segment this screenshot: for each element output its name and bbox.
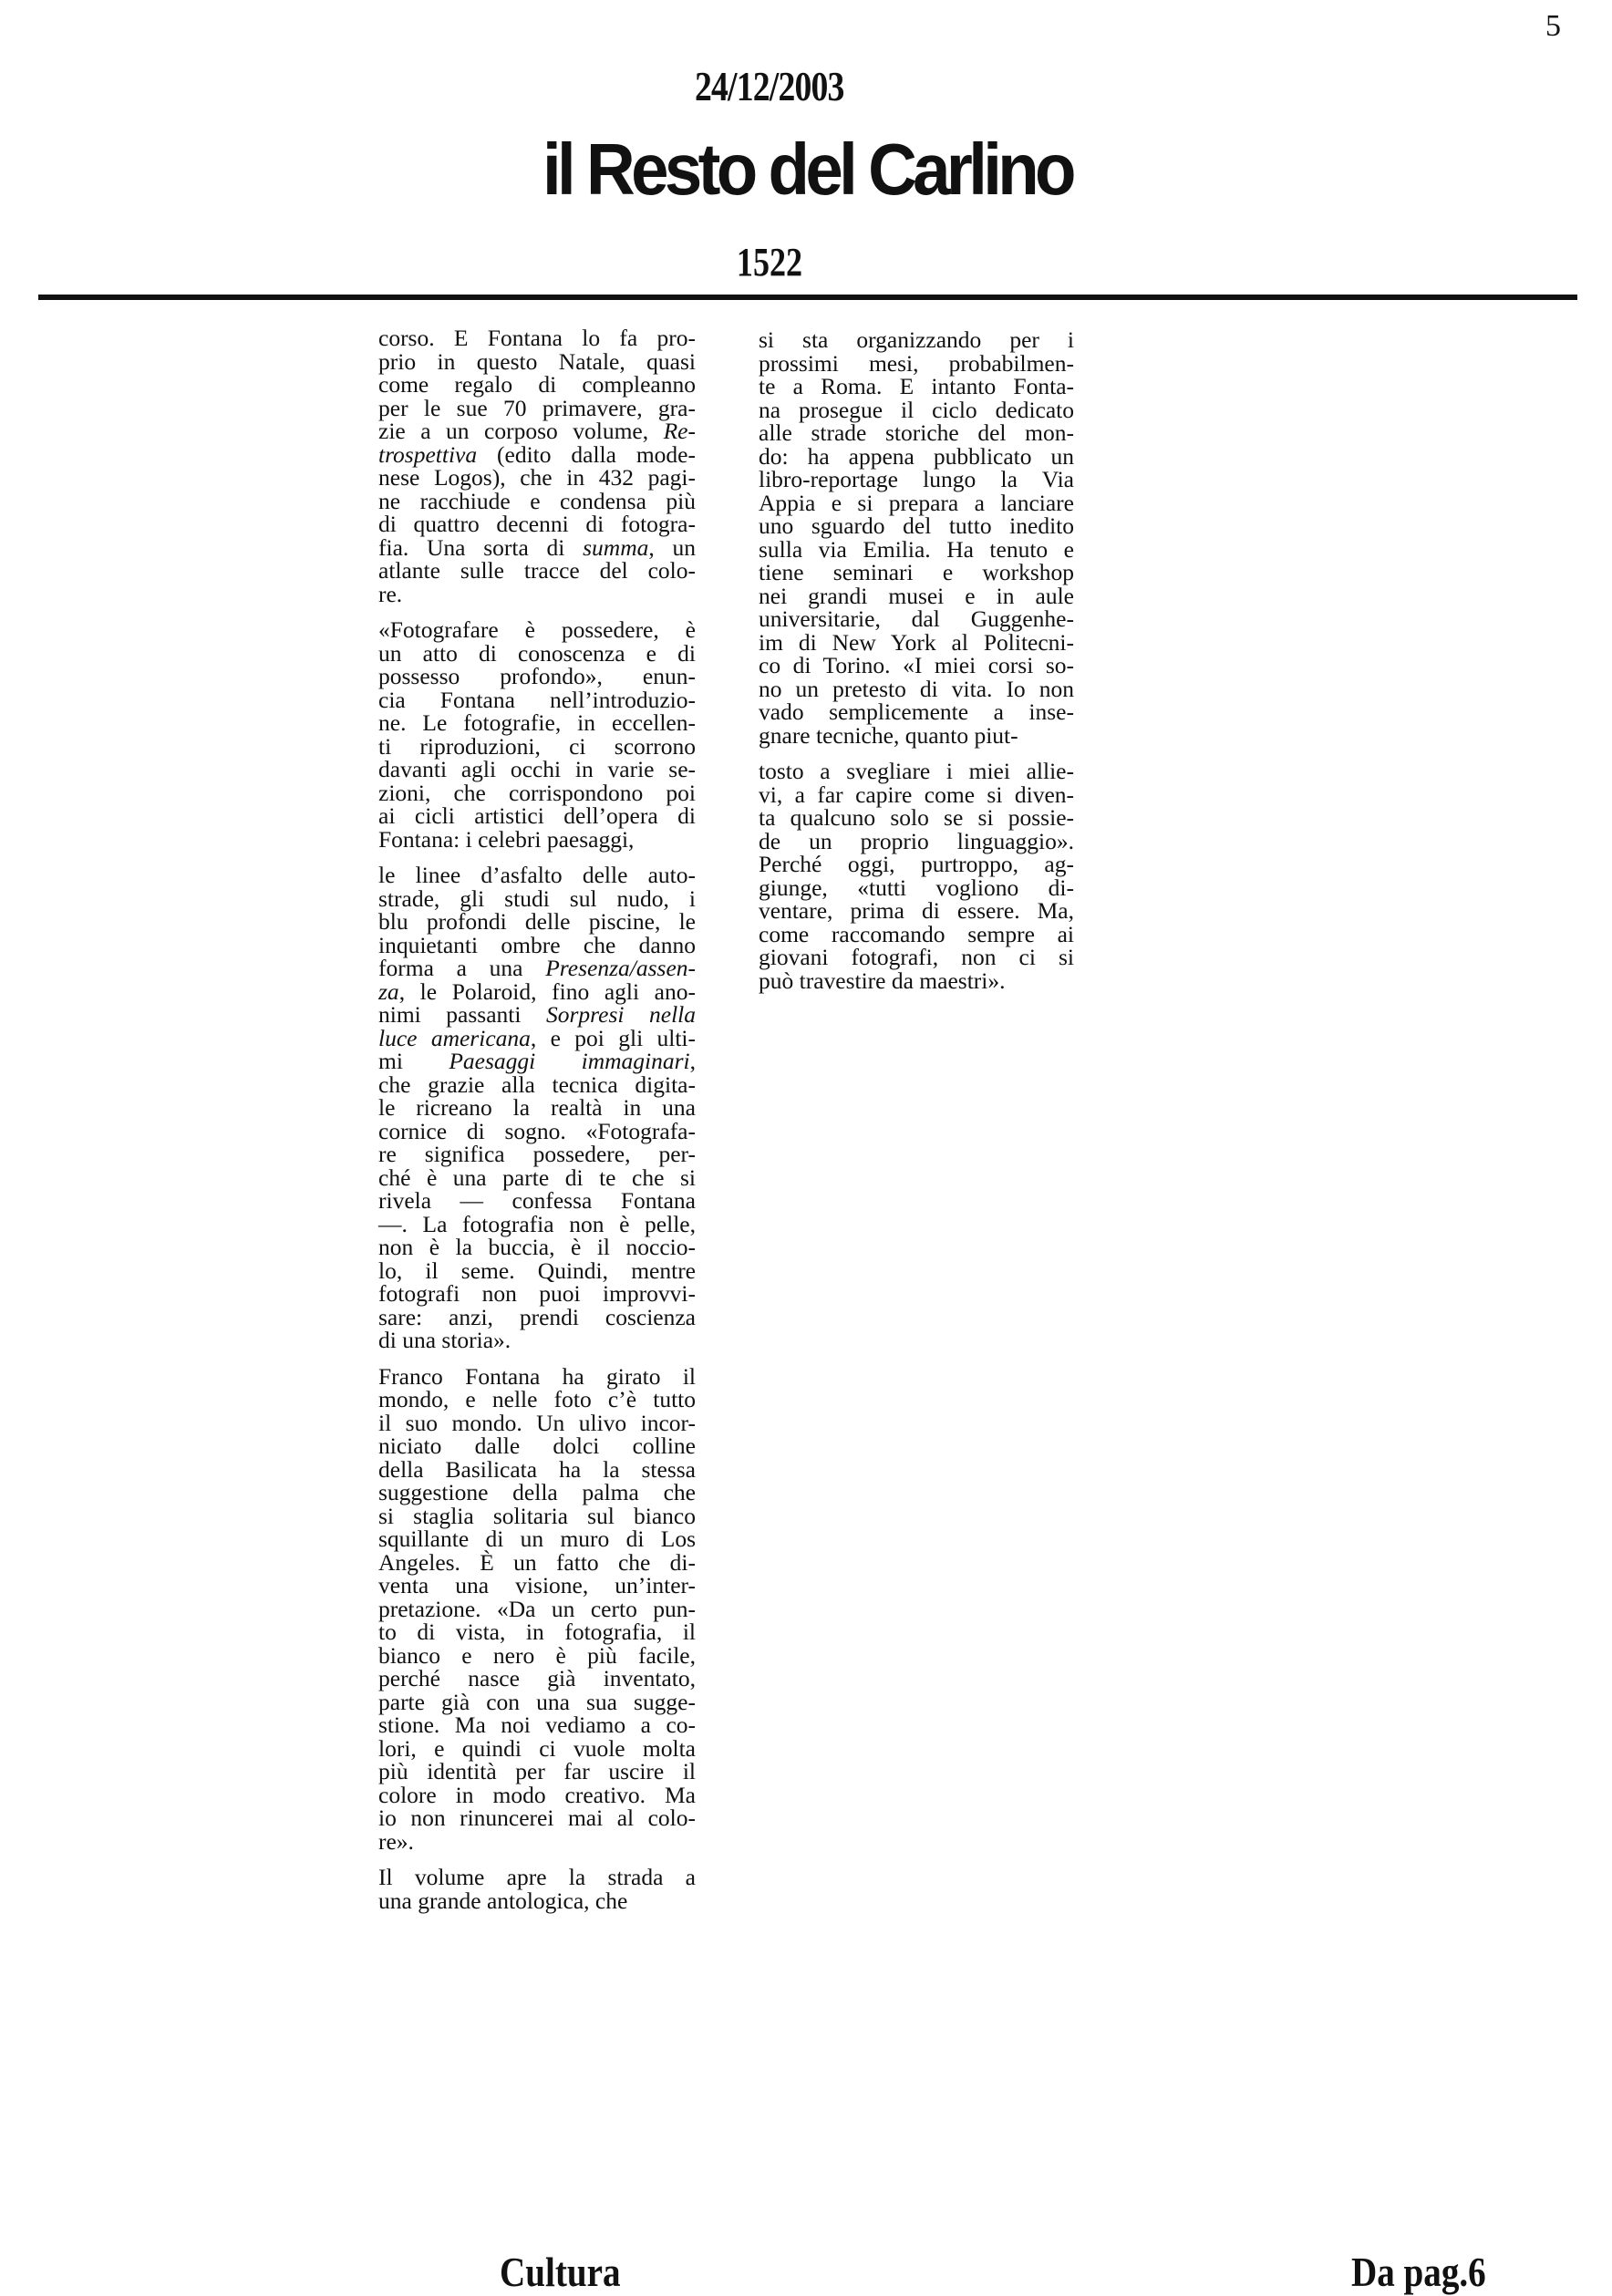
article-paragraph: [759, 760, 1074, 992]
article-line: luce americana, e poi gli ulti-: [378, 1024, 696, 1051]
article-line: Appia e si prepara a lanciare: [759, 489, 1074, 516]
article-line: forma a una Presenza/assen-: [378, 955, 696, 981]
article-line: inquietanti ombre che danno: [378, 931, 696, 958]
article-line: stione. Ma noi vediamo a co-: [378, 1712, 696, 1738]
article-line: ne racchiude e condensa più: [378, 487, 696, 514]
article-line: come raccomando sempre ai: [759, 920, 1074, 947]
article-line: ne. Le fotografie, in eccellen-: [378, 709, 696, 736]
article-line: de un proprio linguaggio».: [759, 827, 1074, 854]
article-line: za, le Polaroid, fino agli ano-: [378, 977, 696, 1005]
article-line: mondo, e nelle foto c’è tutto: [378, 1386, 696, 1412]
article-line: di quattro decenni di fotogra-: [378, 511, 696, 537]
article-line: pretazione. «Da un certo pun-: [378, 1595, 696, 1622]
article-line: una grande antologica, che: [378, 1887, 628, 1914]
article-line: un atto di conoscenza e di: [378, 639, 696, 667]
article-line: ai cicli artistici dell’opera di: [378, 802, 696, 829]
article-line: perché nasce già inventato,: [378, 1665, 696, 1691]
article-line: sulla via Emilia. Ha tenuto e: [759, 535, 1074, 563]
article-line: vado semplicemente a inse-: [759, 698, 1074, 725]
article-line: Fontana: i celebri paesaggi,: [378, 825, 635, 853]
article-line: giunge, «tutti vogliono di-: [759, 874, 1074, 901]
article-column-left: [378, 326, 696, 1912]
article-paragraph: [759, 328, 1074, 747]
page-number: 5: [1545, 9, 1561, 43]
newspaper-masthead: il Resto del Carlino: [542, 129, 1072, 210]
article-line: io non rinuncerei mai al colo-: [378, 1805, 696, 1831]
article-line: —. La fotografia non è pelle,: [378, 1210, 696, 1237]
article-line: per le sue 70 primavere, gra-: [378, 394, 696, 421]
article-line: colore in modo creativo. Ma: [378, 1781, 696, 1808]
article-line: atlante sulle tracce del colo-: [378, 557, 696, 584]
continuation-label: Da pag.6: [1351, 2249, 1486, 2295]
issue-code: 1522: [736, 240, 803, 284]
article-line: re.: [378, 580, 403, 607]
article-line: vi, a far capire come si diven-: [759, 781, 1074, 808]
article-paragraph: [378, 618, 696, 851]
article-line: «Fotografare è possedere, è: [378, 616, 696, 643]
article-line: no un pretesto di vita. Io non: [759, 675, 1074, 702]
article-line: im di New York al Politecni-: [759, 628, 1074, 656]
article-line: zie a un corposo volume, Re-: [378, 418, 696, 444]
article-line: mi Paesaggi immaginari,: [378, 1048, 696, 1074]
article-line: possesso profondo», enun-: [378, 663, 696, 689]
article-line: più identità per far uscire il: [378, 1758, 696, 1784]
article-line: della Basilicata ha la stessa: [378, 1455, 696, 1483]
article-line: niciato dalle dolci colline: [378, 1432, 696, 1459]
article-line: può travestire da maestri».: [759, 967, 1006, 994]
article-line: re».: [378, 1827, 414, 1855]
article-line: trospettiva (edito dalla mode-: [378, 440, 696, 468]
publication-date-row: [0, 62, 1612, 110]
article-line: parte già con una sua sugge-: [378, 1688, 696, 1715]
article-line: nese Logos), che in 432 pagi-: [378, 464, 696, 491]
article-line: corso. E Fontana lo fa pro-: [378, 325, 696, 351]
header-divider: [38, 295, 1577, 300]
article-line: si sta organizzando per i: [759, 326, 1074, 353]
article-paragraph: [378, 864, 696, 1352]
article-line: suggestione della palma che: [378, 1479, 696, 1505]
article-line: prio in questo Natale, quasi: [378, 347, 696, 375]
publication-date: 24/12/2003: [695, 63, 844, 109]
article-line: le linee d’asfalto delle auto-: [378, 862, 696, 888]
article-line: strade, gli studi sul nudo, i: [378, 884, 696, 912]
article-line: venta una visione, un’inter-: [378, 1572, 696, 1598]
article-line: che grazie alla tecnica digita-: [378, 1070, 696, 1098]
article-line: il suo mondo. Un ulivo incor-: [378, 1409, 696, 1436]
article-line: Perché oggi, purtroppo, ag-: [759, 851, 1074, 877]
article-line: nei grandi musei e in aule: [759, 582, 1074, 609]
article-line: ta qualcuno solo se si possie-: [759, 804, 1074, 831]
article-line: ti riproduzioni, ci scorrono: [378, 732, 696, 760]
article-line: si staglia solitaria sul bianco: [378, 1502, 696, 1529]
article-line: Angeles. È un fatto che di-: [378, 1548, 696, 1576]
article-line: bianco e nero è più facile,: [378, 1641, 696, 1669]
article-line: squillante di un muro di Los: [378, 1525, 696, 1552]
article-line: universitarie, dal Guggenhe-: [759, 605, 1074, 632]
article-line: fia. Una sorta di summa, un: [378, 533, 697, 561]
article-line: gnare tecniche, quanto piut-: [759, 721, 1018, 749]
article-paragraph: [378, 1362, 696, 1855]
article-line: Franco Fontana ha girato il: [378, 1362, 696, 1390]
article-line: sare: anzi, prendi coscienza: [378, 1303, 696, 1330]
article-line: co di Torino. «I miei corsi so-: [759, 652, 1074, 678]
article-line: libro-reportage lungo la Via: [759, 466, 1074, 492]
article-line: prossimi mesi, probabilmen-: [759, 349, 1074, 377]
article-line: te a Roma. E intanto Fonta-: [759, 373, 1074, 399]
article-paragraph: [378, 326, 696, 605]
article-line: non è la buccia, è il nocciо-: [378, 1234, 696, 1260]
article-line: come regalo di compleanno: [378, 371, 696, 398]
article-line: Il volume apre la strada a: [378, 1864, 696, 1890]
article-line: tosto a svegliare i miei allie-: [759, 758, 1074, 784]
article-line: nimi passanti Sorpresi nella: [378, 1001, 696, 1028]
article-paragraph: [378, 1866, 696, 1912]
article-line: cia Fontana nell’introduzio-: [378, 686, 696, 713]
article-line: to di vista, in fotografia, il: [378, 1619, 696, 1645]
article-line: fotografi non puoi improvvi-: [378, 1280, 696, 1307]
article-line: giovani fotografi, non ci si: [759, 944, 1074, 970]
article-line: ventare, prima di essere. Ma,: [759, 897, 1074, 924]
article-column-right: [759, 328, 1074, 992]
article-line: alle strade storiche del mon-: [759, 419, 1074, 446]
article-line: davanti agli occhi in varie se-: [378, 756, 696, 782]
article-line: lo, il seme. Quindi, mentre: [378, 1257, 696, 1284]
article-line: blu profondi delle piscine, le: [378, 908, 696, 935]
article-line: lori, e quindi ci vuole molta: [378, 1734, 696, 1762]
article-line: re significa possedere, per-: [378, 1141, 696, 1167]
article-line: tiene seminari e workshop: [759, 559, 1074, 585]
section-label: Cultura: [500, 2249, 621, 2295]
article-line: do: ha appena pubblicato un: [759, 442, 1074, 470]
article-line: ché è una parte di te che si: [378, 1164, 696, 1191]
article-line: na prosegue il ciclo dedicato: [759, 396, 1074, 423]
article-line: le ricreano la realtà in una: [378, 1094, 696, 1121]
article-line: rivela — confessa Fontana: [378, 1187, 696, 1214]
article-line: uno sguardo del tutto inedito: [759, 512, 1074, 539]
article-line: di una storia».: [378, 1327, 512, 1353]
issue-code-row: [0, 239, 1612, 285]
article-line: cornice di sogno. «Fotografa-: [378, 1117, 696, 1144]
article-line: zioni, che corrispondono poi: [378, 779, 696, 806]
